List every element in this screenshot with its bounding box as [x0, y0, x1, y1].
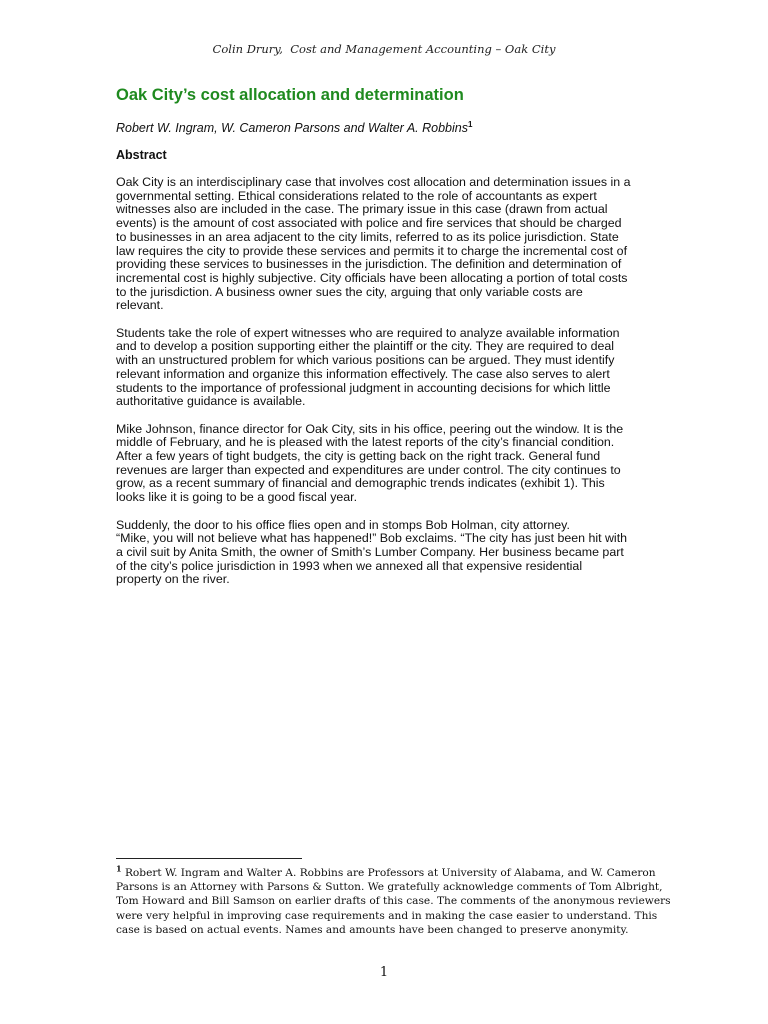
text-line: incremental cost is highly subjective. City officials have been allocating a portion of total costs [116, 270, 628, 285]
text-line: to businesses in an area adjacent to the city limits, referred to as its police jurisdiction. State [116, 229, 619, 244]
footnote-divider [116, 858, 302, 859]
abstract-heading: Abstract [116, 148, 167, 162]
text-line: After a few years of tight budgets, the city is getting back on the right track. General fund [116, 449, 601, 464]
text-line: “Mike, you will not believe what has happened!” Bob exclaims. “The city has just been hit with [116, 531, 628, 546]
text-line: providing these services to businesses in the jurisdiction. The definition and determination of [116, 257, 622, 272]
footnote [116, 863, 671, 937]
author-names: Robert W. Ingram, W. Cameron Parsons and Walter A. Robbins [116, 121, 468, 135]
text-line: events) is the amount of cost associated with police and fire services that should be charged [116, 216, 622, 231]
author-line [116, 121, 472, 135]
text-line: authoritative guidance is available. [116, 394, 306, 409]
text-line: witnesses also are included in the case. The primary issue in this case (drawn from actual [116, 202, 608, 217]
footnote-text: Robert W. Ingram and Walter A. Robbins are Professors at University of Alabama, and W. Cameron [121, 867, 656, 879]
page-number: 1 [379, 965, 389, 980]
running-header: Colin Drury, Cost and Management Accounting – Oak City [212, 42, 556, 56]
paragraph [116, 176, 661, 313]
article-title: Oak City’s cost allocation and determination [116, 86, 464, 104]
footnote-line: Tom Howard and Bill Samson on earlier drafts of this case. The comments of the anonymous reviewers [116, 895, 671, 908]
text-line: governmental setting. Ethical considerations related to the role of accountants as expert [116, 188, 597, 203]
text-line: law requires the city to provide these services and permits it to charge the incremental cost of [116, 243, 628, 258]
author-footnote-marker: 1 [467, 119, 473, 129]
text-line: relevant information and organize this information effectively. The case also serves to alert [116, 366, 610, 381]
paragraph [116, 423, 661, 505]
text-line: looks like it is going to be a good fiscal year. [116, 490, 358, 505]
text-line: relevant. [116, 298, 164, 313]
footnote-line [116, 863, 661, 880]
text-line: Oak City is an interdisciplinary case that involves cost allocation and determination issues in a [116, 175, 631, 189]
text-line: property on the river. [116, 572, 230, 587]
paragraph [116, 519, 661, 588]
text-line: Students take the role of expert witnesses who are required to analyze available information [116, 325, 620, 340]
text-line: a civil suit by Anita Smith, the owner of Smith’s Lumber Company. Her business became part [116, 544, 624, 559]
text-line: revenues are larger than expected and expenditures are under control. The city continues to [116, 462, 621, 477]
text-line: of the city’s police jurisdiction in 1993 when we annexed all that expensive residential [116, 558, 583, 573]
body-text [116, 176, 661, 601]
text-line: grow, as a recent summary of financial and demographic trends indicates (exhibit 1). This [116, 476, 605, 491]
text-line: and to develop a position supporting either the plaintiff or the city. They are required to deal [116, 339, 615, 354]
footnote-line: were very helpful in improving case requirements and in making the case easier to understand. This [116, 909, 658, 922]
footnote-marker: 1 [116, 863, 122, 874]
text-line: middle of February, and he is pleased with the latest reports of the city’s financial condition. [116, 435, 615, 450]
text-line: Suddenly, the door to his office flies open and in stomps Bob Holman, city attorney. [116, 517, 570, 532]
text-line: Mike Johnson, finance director for Oak City, sits in his office, peering out the window. It is the [116, 421, 624, 436]
text-line: to the jurisdiction. A business owner sues the city, arguing that only variable costs are [116, 284, 583, 299]
footnote-line: case is based on actual events. Names and amounts have been changed to preserve anonymity. [116, 923, 629, 936]
text-line: with an unstructured problem for which various positions can be argued. They must identify [116, 353, 615, 368]
paragraph [116, 327, 661, 409]
text-line: students to the importance of professional judgment in accounting decisions for which little [116, 380, 611, 395]
footnote-line: Parsons is an Attorney with Parsons & Sutton. We gratefully acknowledge comments of Tom Albright, [116, 881, 663, 894]
